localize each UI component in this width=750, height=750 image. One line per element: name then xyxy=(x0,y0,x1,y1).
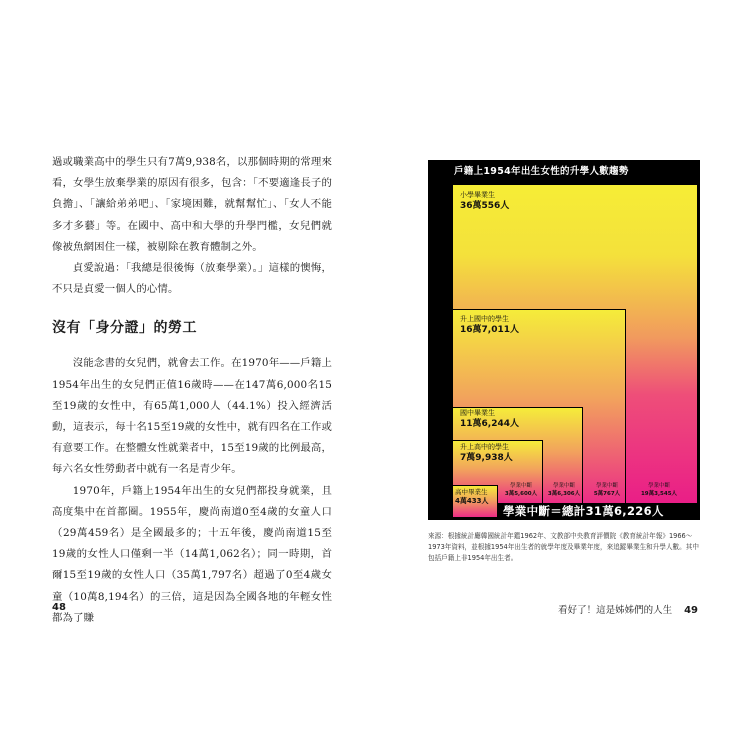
label-elementary xyxy=(460,191,509,212)
chart-title: 戶籍上1954年出生女性的升學人數趨勢 xyxy=(454,166,629,177)
paragraph-4: 1970年，戶籍上1954年出生的女兒們都投身就業，且高度集中在首都圈。1955年，慶尚南道0至4歲的女童人口（29萬459名）是全國最多的；十五年後，慶尚南道15至19歲的女性人口僅剩一半（14萬1,062名）；同一時期，首爾15至19歲的女性人口（35萬1,797名）超過了0至4歲女童（10萬8,194名）的三倍，這是因為全國各地的年輕女性都為了賺 xyxy=(52,484,332,624)
dropout-total: 學業中斷＝總計31萬6,226人 xyxy=(503,504,664,518)
running-title: 看好了！這是姊姊們的人生 xyxy=(558,605,673,616)
label-elementary-category: 小學畢業生 xyxy=(460,191,495,199)
dropout-1-value: 3萬5,600人 xyxy=(504,491,538,497)
label-middle-graduates-value: 11萬6,244人 xyxy=(460,419,519,429)
left-page-body xyxy=(52,152,332,629)
label-high-entrants-value: 7萬9,938人 xyxy=(460,453,513,463)
left-page-number: 48 xyxy=(52,602,66,613)
section-heading: 沒有「身分證」的勞工 xyxy=(52,320,197,337)
enrollment-chart xyxy=(428,160,700,520)
dropout-1-label: 學業中斷 xyxy=(509,483,532,489)
dropout-4-value: 19萬3,545人 xyxy=(640,491,678,497)
label-high-entrants-category: 升上高中的學生 xyxy=(460,443,509,451)
label-middle-entrants xyxy=(460,315,519,336)
dropout-3-value: 5萬767人 xyxy=(593,491,621,497)
right-page-footer xyxy=(558,602,698,616)
dropout-label-2 xyxy=(544,482,584,498)
paragraph-1: 過或職業高中的學生只有7萬9,938名，以那個時期的常理來看，女學生放棄學業的原因有很多，包含：「不要適逢長子的負擔」、「讓給弟弟吧」、「家境困難，就幫幫忙」、「女人不能多才多藝」等。在國中、高中和大學的升學門檻，女兒們就像被魚網困住一樣，被剔除在教育體制之外。 xyxy=(52,156,332,253)
label-middle-entrants-category: 升上國中的學生 xyxy=(460,315,509,323)
paragraph-2: 貞愛說過：「我總是很後悔（放棄學業）。」這樣的懊悔，不只是貞愛一個人的心情。 xyxy=(52,262,332,296)
label-middle-entrants-value: 16萬7,011人 xyxy=(460,325,519,335)
label-elementary-value: 36萬556人 xyxy=(460,201,510,211)
right-page-number: 49 xyxy=(684,605,698,616)
dropout-4-label: 學業中斷 xyxy=(647,483,670,489)
dropout-label-3 xyxy=(587,482,627,498)
dropout-3-label: 學業中斷 xyxy=(595,483,618,489)
label-high-graduates-category: 高中畢業生 xyxy=(455,488,488,496)
label-middle-graduates-category: 國中畢業生 xyxy=(460,409,495,417)
source-note: 來源：根據統計廳韓國統計年鑑1962年、文教部中央教育評價院《教育統計年報》1966～1973年資料，並根據1954年出生者的就學年度及畢業年度，來追蹤畢業生和升學人數。其中包括戶籍上非1954年出生者。 xyxy=(428,532,699,562)
label-high-graduates-value: 4萬433人 xyxy=(455,497,489,505)
label-middle-graduates xyxy=(460,409,519,430)
dropout-2-label: 學業中斷 xyxy=(552,483,575,489)
label-high-graduates xyxy=(455,488,495,506)
paragraph-3: 沒能念書的女兒們，就會去工作。在1970年——戶籍上1954年出生的女兒們正值16歲時——在147萬6,000名15至19歲的女性中，有65萬1,000人（44.1%）投入經濟活動，這表示，每十名15至19歲的女性中，就有四名在工作或有意要工作。在整體女性就業者中，15至19歲的比例最高，每六名女性勞動者中就有一名是青少年。 xyxy=(52,357,333,476)
label-high-entrants xyxy=(460,443,513,464)
dropout-label-1 xyxy=(501,482,541,498)
dropout-2-value: 3萬6,306人 xyxy=(547,491,581,497)
dropout-label-4 xyxy=(634,482,684,498)
